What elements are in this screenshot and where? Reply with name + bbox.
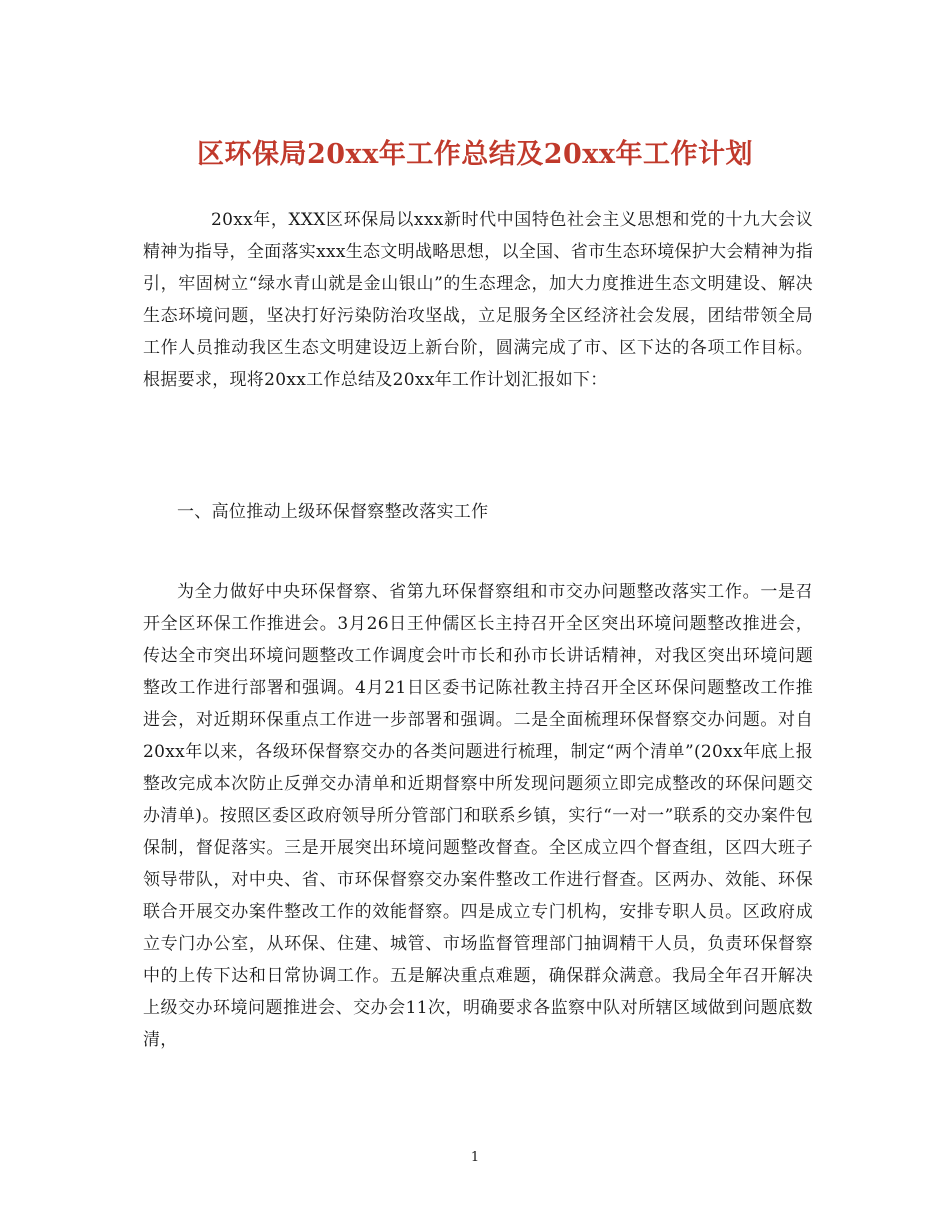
- section-paragraph: 为全力做好中央环保督察、省第九环保督察组和市交办问题整改落实工作。一是召开全区环保工作推进会。3月26日王仲儒区长主持召开全区突出环境问题整改推进会，传达全市突出环境问题整改工作调度会叶市长和孙市长讲话精神，对我区突出环境问题整改工作进行部署和强调。4月21日区委书记陈社教主持召开全区环保问题整改工作推进会，对近期环保重点工作进一步部署和强调。二是全面梳理环保督察交办问题。对自20xx年以来，各级环保督察交办的各类问题进行梳理，制定“两个清单”(20xx年底上报整改完成本次防止反弹交办清单和近期督察中所发现问题须立即完成整改的环保问题交办清单)。按照区委区政府领导所分管部门和联系乡镇，实行“一对一”联系的交办案件包保制，督促落实。三是开展突出环境问题整改督查。全区成立四个督查组，区四大班子领导带队，对中央、省、市环保督察交办案件整改工作进行督查。区两办、效能、环保联合开展交办案件整改工作的效能督察。四是成立专门机构，安排专职人员。区政府成立专门办公室，从环保、住建、城管、市场监督管理部门抽调精干人员，负责环保督察中的上传下达和日常协调工作。五是解决重点难题，确保群众满意。我局全年召开解决上级交办环境问题推进会、交办会11次，明确要求各监察中队对所辖区域做到问题底数清，: [143, 582, 813, 1050]
- section-heading: 一、高位推动上级环保督察整改落实工作: [177, 502, 489, 522]
- document-title: 区环保局20xx年工作总结及20xx年工作计划: [196, 139, 754, 170]
- page-number: 1: [470, 1150, 480, 1165]
- intro-paragraph: 20xx年，XXX区环保局以xxx新时代中国特色社会主义思想和党的十九大会议精神为指导，全面落实xxx生态文明战略思想，以全国、省市生态环境保护大会精神为指引，牢固树立“绿水青山就是金山银山”的生态理念，加大力度推进生态文明建设、解决生态环境问题，坚决打好污染防治攻坚战，立足服务全区经济社会发展，团结带领全局工作人员推动我区生态文明建设迈上新台阶，圆满完成了市、区下达的各项工作目标。根据要求，现将20xx工作总结及20xx年工作计划汇报如下：: [143, 210, 813, 390]
